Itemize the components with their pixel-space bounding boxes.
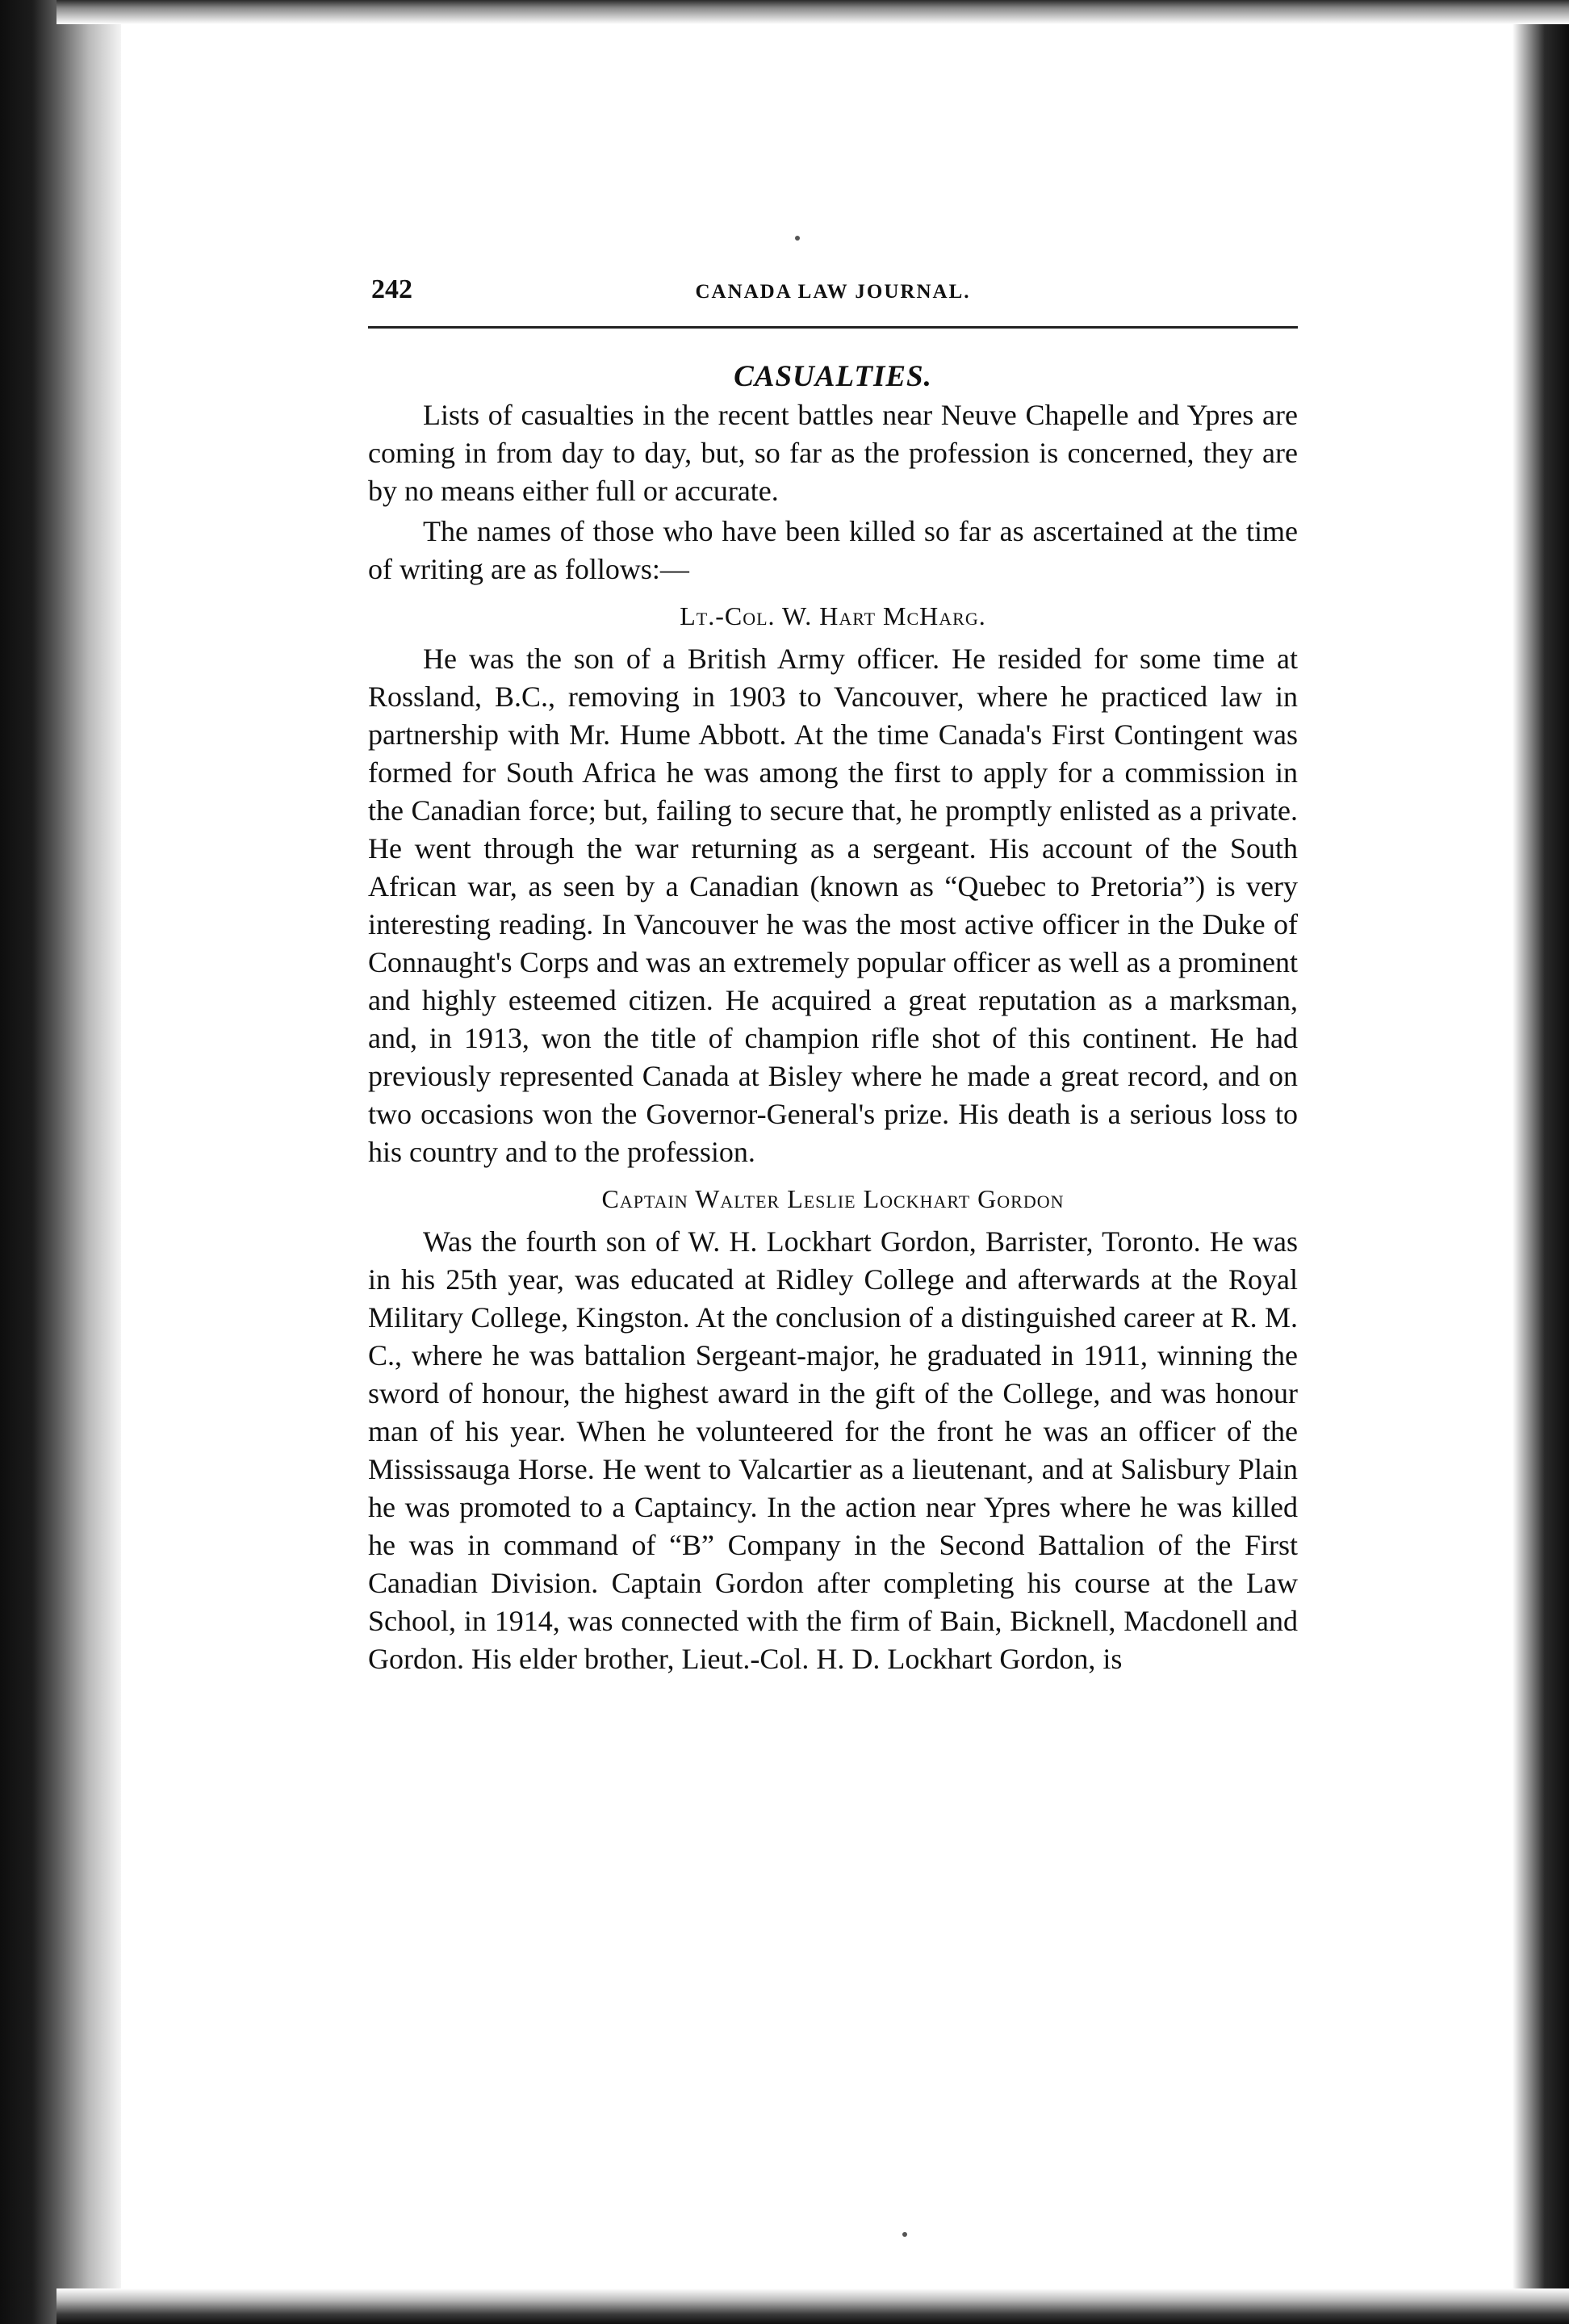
scan-speck [902, 2232, 907, 2237]
page-number: 242 [371, 274, 412, 304]
obituary-paragraph: He was the son of a British Army officer. He resided for some time at Rossland, B.C., removing in 1903 to Vancouver, where he practiced law in partnership with Mr. Hume Abbott. At the time Canada's First Contingent was formed for South Africa he was among the first to apply for a commission in the Canadian force; but, failing to secure that, he promptly enlisted as a private. He went through the war returning as a sergeant. His account of the South African war, as seen by a Canadian (known as “Quebec to Pretoria”) is very interesting reading. In Vancouver he was the most active officer in the Duke of Connaught's Corps and was an extremely popular officer as well as a prominent and highly esteemed citizen. He acquired a great reputation as a marksman, and, in 1913, won the title of champion rifle shot of this continent. He had previously represented Canada at Bisley where he made a great record, and on two occasions won the Governor-General's prize. His death is a serious loss to his country and to the profession. [368, 643, 1298, 1168]
scan-speck [795, 236, 800, 241]
obituary-paragraph: Was the fourth son of W. H. Lockhart Gordon, Barrister, Toronto. He was in his 25th year, was educated at Ridley College and afterwards at the Royal Military College, Kingston. At the conclusion of a distinguished career at R. M. C., where he was battalion Sergeant-major, he graduated in 1911, winning the sword of honour, the highest award in the gift of the College, and was honour man of his year. When he volunteered for the front he was an officer of the Mississauga Horse. He went to Valcartier as a lieutenant, and at Salisbury Plain he was promoted to a Captaincy. In the action near Ypres where he was killed he was in command of “B” Company in the Second Battalion of the First Canadian Division. Captain Gordon after completing his course at the Law School, in 1914, was connected with the firm of Bain, Bicknell, Macdonell and Gordon. His elder brother, Lieut.-Col. H. D. Lockhart Gordon, is [368, 1225, 1298, 1675]
scan-edge-left [0, 0, 121, 2324]
obituary-heading: Lt.-Col. W. Hart McHarg. [680, 601, 986, 630]
journal-page [368, 266, 1298, 1678]
obituary-heading: Captain Walter Leslie Lockhart Gordon [601, 1184, 1065, 1213]
running-head [368, 266, 1298, 312]
header-rule [368, 326, 1298, 329]
section-title: CASUALTIES. [734, 360, 932, 393]
intro-paragraph: Lists of casualties in the recent battles near Neuve Chapelle and Ypres are coming in from day to day, but, so far as the profession is concerned, they are by no means either full or accurate. [368, 399, 1298, 507]
scan-edge-bottom [56, 2288, 1569, 2324]
scan-edge-right [1513, 0, 1569, 2324]
scan-edge-top [56, 0, 1569, 24]
intro-paragraph: The names of those who have been killed so far as ascertained at the time of writing are as follows:— [368, 515, 1298, 585]
journal-title: CANADA LAW JOURNAL. [695, 281, 971, 303]
